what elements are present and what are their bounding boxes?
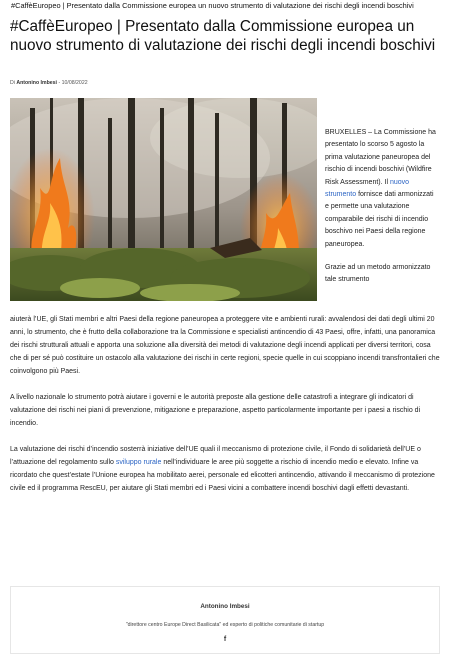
article-title: #CaffèEuropeo | Presentato dalla Commissione europea un nuovo strumento di valutazione dei rischi degli incendi boschivi: [10, 18, 436, 54]
intro-paragraph: [325, 127, 437, 251]
nuovo-strumento-link[interactable]: nuovo strumento: [325, 178, 410, 199]
intro-sidebar-text: [325, 127, 437, 298]
meta-prefix: Di: [10, 80, 15, 86]
meta-date: 10/08/2022: [61, 80, 88, 86]
fourth-text-a: La valutazione dei rischi d’incendio sosterrà iniziative dell’UE quali il meccanismo di protezione civile, il Fondo di solidarietà dell’UE o l’attuazione del regolamento sullo: [10, 446, 421, 466]
forest-fire-photo: [10, 98, 317, 301]
topbar-title: #CaffèEuropeo | Presentato dalla Commissione europea un nuovo strumento di valutazione dei rischi degli incendi boschivi: [11, 1, 414, 10]
sviluppo-rurale-link[interactable]: sviluppo rurale: [115, 459, 162, 466]
author-box: [10, 586, 440, 654]
second-paragraph-start: Grazie ad un metodo armonizzato tale strumento: [325, 264, 431, 284]
facebook-icon[interactable]: f: [223, 636, 227, 643]
meta-separator: -: [57, 80, 62, 86]
author-name[interactable]: Antonino Imbesi: [200, 603, 250, 610]
author-bio: "direttore centro Europe Direct Basilicata" ed esperto di politiche comunitarie di startup: [125, 622, 325, 628]
fourth-text-b: nell’individuare le aree più soggette a rischio di incendio medio e elevato. Infine va ricordato che quest’estate l’Unione europea ha mobilitato aerei, personale ed elicotteri antincendio, attivando il meccanismo di protezione civile ed il programma RescEU, per aiutare gli Stati membri ed i Paesi vicini a combattere incendi boschivi dagli effetti devastanti.: [10, 459, 435, 492]
page-topbar: [0, 0, 449, 12]
second-paragraph-cont: aiuterà l’UE, gli Stati membri e altri Paesi della regione paneuropea a proteggere vite e ambienti rurali: avvalendosi dei dati degli ultimi 20 anni, lo strumento, che è frutto della collaborazione tra la Commissione e specialisti antincendio di 43 Paesi, offre, infatti, una panoramica dei rischi strutturali attuali e apporta una soluzione alla diversità dei metodi di valutazione degli incendi applicati per diversi territori, cosa che di per sé può costituire un ostacolo alla valutazione dei rischi in certe regioni, specie quelle in cui scoppiano incendi transfrontalieri che coinvolgono più Paesi.: [10, 316, 440, 375]
meta-author-link[interactable]: Antonino Imbesi: [16, 80, 57, 86]
third-paragraph: A livello nazionale lo strumento potrà aiutare i governi e le autorità preposte alla gestione delle catastrofi a integrare gli indicatori di valutazione dei rischi nei piani di prevenzione, mitigazione e preparazione, aspetto particolarmente importante per i paesi a rischio di incendio.: [10, 394, 421, 427]
forest-fire-image: [10, 98, 317, 301]
intro-text-b: fornisce dati armonizzati e permette una valutazione comparabile dei rischi di incendio boschivo nei Paesi della regione paneuropea.: [325, 191, 434, 248]
article-meta: [10, 80, 88, 86]
intro-text-a: BRUXELLES – La Commissione ha presentato lo scorso 5 agosto la prima valutazione paneuropea del rischio di incendi boschivi (Wildfire Risk Assessment). Il: [325, 129, 436, 186]
fourth-paragraph: [10, 443, 440, 495]
article-body: [10, 313, 440, 508]
